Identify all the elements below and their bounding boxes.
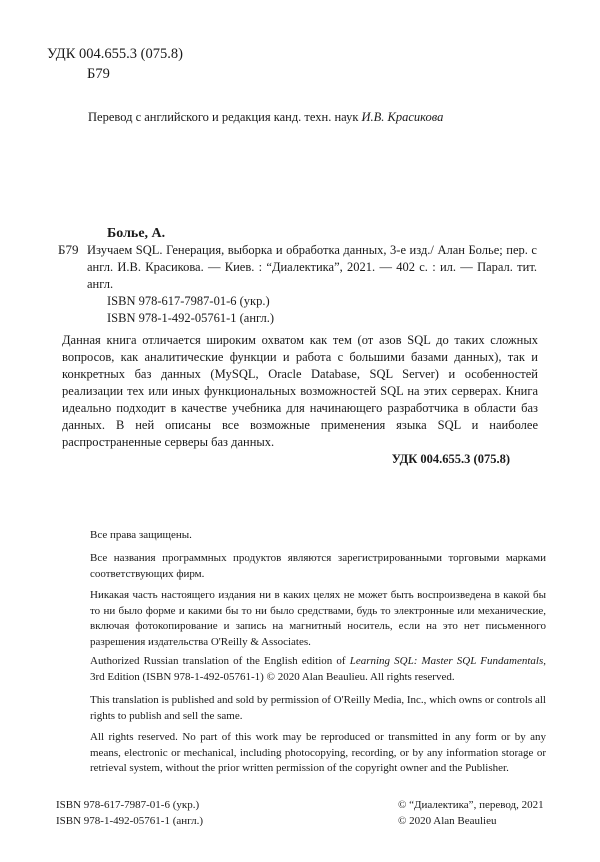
english-rights-notice: All rights reserved. No part of this work may be reproduced or transmitted in any form or by any means, electronic or mechanical, including photocopying, recording, or by any information storage or retrieval system, without the prior written permission of the copyright owner and the Publisher. <box>90 731 546 774</box>
rights-reserved: Все права защищены. <box>90 529 192 541</box>
udk-code: УДК 004.655.3 (075.8) <box>47 46 183 62</box>
authorized-translation-suffix: , 3rd Edition (ISBN 978-1-492-05761-1) © 2020 Alan Beaulieu. All rights reserved. <box>90 655 546 683</box>
bibliographic-record: Изучаем SQL. Генерация, выборка и обработка данных, 3-е изд./ Алан Болье; пер. с англ. И.В. Красикова. — Киев. : “Диалектика”, 2021. — 402 с. : ил. — Парал. тит. англ. <box>87 243 537 291</box>
footer-isbn <box>56 797 203 829</box>
original-book-title: Learning SQL: Master SQL Fundamentals <box>349 655 544 667</box>
copyright-original: © 2020 Alan Beaulieu <box>398 815 497 827</box>
udk-bottom: УДК 004.655.3 (075.8) <box>391 452 510 466</box>
footer-copyright <box>398 797 544 829</box>
publish-permission: This translation is published and sold by permission of O'Reilly Media, Inc., which owns or controls all rights to publish and sell the same. <box>90 694 546 722</box>
authorized-translation <box>90 654 546 685</box>
footer-isbn-ukr: ISBN 978-617-7987-01-6 (укр.) <box>56 799 200 811</box>
footer-isbn-eng: ISBN 978-1-492-05761-1 (англ.) <box>56 815 204 827</box>
author-heading: Болье, А. <box>107 226 166 241</box>
translation-editor: И.В. Красикова <box>361 110 444 124</box>
bibliographic-mark: Б79 <box>58 242 79 257</box>
udk-header <box>47 44 183 84</box>
translation-credit-prefix: Перевод с английского и редакция канд. техн. наук <box>88 110 362 124</box>
isbn-eng: ISBN 978-1-492-05761-1 (англ.) <box>107 311 275 325</box>
isbn-list <box>107 293 274 327</box>
copyright-translation: © “Диалектика”, перевод, 2021 <box>398 799 544 811</box>
isbn-ukr: ISBN 978-617-7987-01-6 (укр.) <box>107 294 270 308</box>
library-mark: Б79 <box>87 66 110 82</box>
reproduction-notice: Никакая часть настоящего издания ни в каких целях не может быть воспроизведена в какой бы то ни было форме и какими бы то ни было средствами, будь то электронные или механические, включая фотокопирование и запись на магнитный носитель, если на это нет письменного разрешения издательства O'Reilly & Associates. <box>90 589 546 648</box>
authorized-translation-prefix: Authorized Russian translation of the English edition of <box>90 655 350 667</box>
abstract: Данная книга отличается широким охватом как тем (от азов SQL до таких сложных вопросов, как аналитические функции и работа с большими базами данных), так и конкретных баз данных (MySQL, Oracle Database, SQL Server) и особенностей реализации тех или иных функциональных возможностей SQL на этих серверах. Книга идеально подходит в качестве учебника для начинающего разработчика в области баз данных. В ней описаны все возможные применения языка SQL и наиболее распространенные серверы баз данных. <box>62 333 538 449</box>
translation-credit <box>88 110 443 125</box>
trademarks-notice: Все названия программных продуктов являются зарегистрированными торговыми марками соответствующих фирм. <box>90 552 546 580</box>
